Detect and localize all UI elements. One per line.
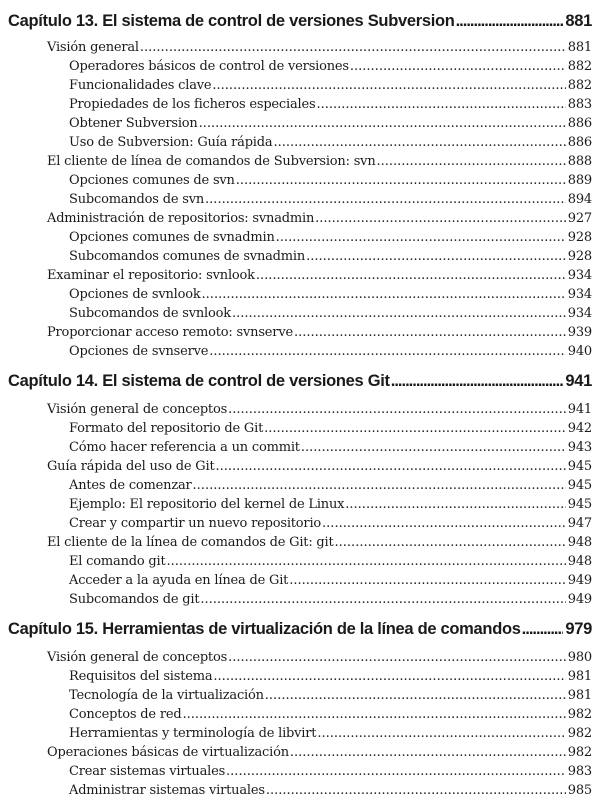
page-number: 940 [567, 344, 592, 359]
section-title: El cliente de la línea de comandos de Git: git [47, 535, 334, 550]
dot-leader [228, 402, 566, 417]
subsection-title: Opciones comunes de svn [69, 173, 235, 188]
subsection-title: Crear sistemas virtuales [69, 764, 226, 779]
subsection-entry [69, 516, 592, 531]
dot-leader [199, 116, 566, 131]
page-number: 894 [567, 192, 592, 207]
dot-leader [322, 516, 566, 531]
dot-leader [306, 249, 566, 264]
page-number: 928 [567, 230, 592, 245]
subsection-entry [69, 59, 592, 74]
dot-leader [317, 726, 565, 741]
dot-leader [215, 459, 565, 474]
subsection-title: Crear y compartir un nuevo repositorio [69, 516, 322, 531]
section-entry [47, 459, 592, 474]
subsection-title: Subcomandos de svn [69, 192, 205, 207]
dot-leader [264, 421, 566, 436]
subsection-title: Requisitos del sistema [69, 669, 213, 684]
section-entry [47, 154, 592, 169]
subsection-title: Subcomandos de git [69, 592, 200, 607]
subsection-entry [69, 497, 592, 512]
page-number: 948 [567, 535, 592, 550]
page-number: 881 [567, 40, 592, 55]
subsection-entry [69, 688, 592, 703]
dot-leader [205, 192, 566, 207]
dot-leader [289, 573, 566, 588]
subsection-entry [69, 783, 592, 798]
subsection-entry [69, 192, 592, 207]
page-number: 949 [567, 573, 592, 588]
page-number: 945 [567, 478, 592, 493]
page-number: 982 [567, 745, 592, 760]
dot-leader [200, 592, 565, 607]
page-number: 983 [567, 764, 592, 779]
subsection-entry [69, 78, 592, 93]
dot-leader [202, 287, 566, 302]
dot-leader [182, 707, 565, 722]
page-number: 945 [567, 459, 592, 474]
chapter-14-entry [8, 372, 592, 391]
dot-leader [209, 344, 566, 359]
dot-leader [345, 497, 566, 512]
subsection-entry [69, 573, 592, 588]
page-number: 882 [567, 59, 592, 74]
subsection-title: Operadores básicos de control de versiones [69, 59, 349, 74]
subsection-entry [69, 97, 592, 112]
page-number: 889 [567, 173, 592, 188]
page-number: 886 [567, 116, 592, 131]
section-title: Administración de repositorios: svnadmin [47, 211, 315, 226]
subsection-entry [69, 440, 592, 455]
subsection-title: Subcomandos comunes de svnadmin [69, 249, 306, 264]
dot-leader [236, 173, 566, 188]
section-title: El cliente de línea de comandos de Subversion: svn [47, 154, 376, 169]
dot-leader [213, 669, 565, 684]
section-title: Visión general [47, 40, 139, 55]
subsection-title: Antes de comenzar [69, 478, 192, 493]
section-entry [47, 325, 592, 340]
subsection-title: Obtener Subversion [69, 116, 198, 131]
subsection-entry [69, 135, 592, 150]
subsection-title: Opciones de svnserve [69, 344, 209, 359]
dot-leader [522, 620, 564, 639]
page-number: 981 [567, 688, 592, 703]
subsection-title: Uso de Subversion: Guía rápida [69, 135, 273, 150]
dot-leader [140, 40, 566, 55]
page-number: 883 [567, 97, 592, 112]
page-number: 985 [567, 783, 592, 798]
subsection-title: Formato del repositorio de Git [69, 421, 264, 436]
subsection-entry [69, 306, 592, 321]
page-number: 881 [565, 12, 592, 30]
subsection-entry [69, 344, 592, 359]
chapter-15-entry [8, 620, 592, 639]
section-entry [47, 211, 592, 226]
subsection-title: Propiedades de los ficheros especiales [69, 97, 316, 112]
subsection-entry [69, 249, 592, 264]
section-title: Visión general de conceptos [47, 650, 228, 665]
subsection-entry [69, 287, 592, 302]
chapter-title: Capítulo 13. El sistema de control de versiones Subversion [8, 12, 455, 30]
subsection-title: Acceder a la ayuda en línea de Git [69, 573, 289, 588]
subsection-entry [69, 707, 592, 722]
dot-leader [232, 306, 566, 321]
dot-leader [212, 78, 565, 93]
dot-leader [316, 97, 565, 112]
page-number: 934 [567, 287, 592, 302]
subsection-entry [69, 421, 592, 436]
dot-leader [167, 554, 566, 569]
page-number: 941 [565, 372, 592, 390]
page-number: 928 [567, 249, 592, 264]
dot-leader [228, 650, 566, 665]
subsection-title: Administrar sistemas virtuales [69, 783, 265, 798]
dot-leader [350, 59, 566, 74]
dot-leader [301, 440, 566, 455]
subsection-title: Opciones comunes de svnadmin [69, 230, 275, 245]
section-entry [47, 402, 592, 417]
page-number: 886 [567, 135, 592, 150]
subsection-entry [69, 669, 592, 684]
subsection-title: Funcionalidades clave [69, 78, 212, 93]
dot-leader [456, 12, 564, 31]
page-number: 943 [567, 440, 592, 455]
subsection-title: Cómo hacer referencia a un commit [69, 440, 300, 455]
dot-leader [273, 135, 565, 150]
section-title: Proporcionar acceso remoto: svnserve [47, 325, 293, 340]
dot-leader [193, 478, 566, 493]
chapter-13-entry [8, 12, 592, 31]
chapter-title: Capítulo 15. Herramientas de virtualización de la línea de comandos [8, 620, 521, 638]
subsection-title: Tecnología de la virtualización [69, 688, 264, 703]
subsection-entry [69, 478, 592, 493]
dot-leader [256, 268, 566, 283]
dot-leader [377, 154, 566, 169]
subsection-title: Herramientas y terminología de libvirt [69, 726, 317, 741]
page-number: 941 [567, 402, 592, 417]
subsection-title: Conceptos de red [69, 707, 182, 722]
page-number: 980 [567, 650, 592, 665]
section-entry [47, 268, 592, 283]
page-number: 882 [567, 78, 592, 93]
page-number: 981 [567, 669, 592, 684]
section-title: Examinar el repositorio: svnlook [47, 268, 255, 283]
section-entry [47, 40, 592, 55]
dot-leader [276, 230, 566, 245]
page-number: 982 [567, 707, 592, 722]
dot-leader [265, 688, 566, 703]
section-entry [47, 535, 592, 550]
subsection-entry [69, 230, 592, 245]
dot-leader [290, 745, 566, 760]
subsection-entry [69, 116, 592, 131]
section-entry [47, 650, 592, 665]
page-number: 945 [567, 497, 592, 512]
page-number: 942 [567, 421, 592, 436]
subsection-entry [69, 173, 592, 188]
page-number: 934 [567, 306, 592, 321]
page-number: 939 [567, 325, 592, 340]
subsection-entry [69, 764, 592, 779]
dot-leader [335, 535, 566, 550]
dot-leader [226, 764, 566, 779]
chapter-title: Capítulo 14. El sistema de control de versiones Git [8, 372, 390, 390]
page-number: 947 [567, 516, 592, 531]
subsection-entry [69, 592, 592, 607]
section-entry [47, 745, 592, 760]
section-title: Visión general de conceptos [47, 402, 228, 417]
subsection-title: Ejemplo: El repositorio del kernel de Linux [69, 497, 345, 512]
section-title: Operaciones básicas de virtualización [47, 745, 289, 760]
section-title: Guía rápida del uso de Git [47, 459, 215, 474]
subsection-title: Subcomandos de svnlook [69, 306, 231, 321]
dot-leader [315, 211, 566, 226]
page-number: 948 [567, 554, 592, 569]
dot-leader [266, 783, 566, 798]
subsection-entry [69, 726, 592, 741]
dot-leader [294, 325, 566, 340]
subsection-title: El comando git [69, 554, 166, 569]
dot-leader [391, 372, 564, 391]
page-number: 982 [567, 726, 592, 741]
subsection-entry [69, 554, 592, 569]
subsection-title: Opciones de svnlook [69, 287, 201, 302]
page-number: 934 [567, 268, 592, 283]
page-number: 979 [565, 620, 592, 638]
page-number: 949 [567, 592, 592, 607]
page-number: 927 [567, 211, 592, 226]
page-number: 888 [567, 154, 592, 169]
